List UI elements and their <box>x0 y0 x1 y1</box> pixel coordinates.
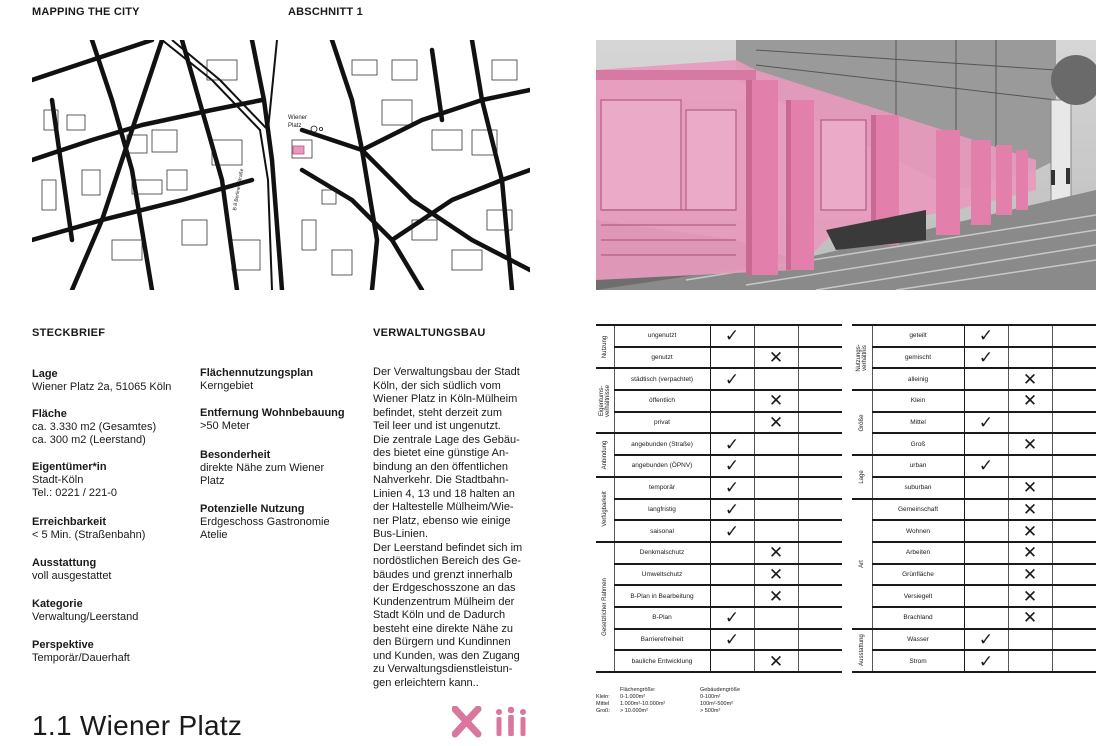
criteria-label: B-Plan <box>614 607 710 629</box>
check-icon: ✓ <box>710 477 754 499</box>
steckbrief-right-column <box>200 367 360 543</box>
cross-mark-icon: ✕ <box>1008 390 1052 412</box>
criteria-row <box>852 607 1096 629</box>
header-left: MAPPING THE CITY <box>32 6 140 18</box>
fact-label: Eigentümer*in <box>32 461 107 473</box>
check-icon <box>964 499 1008 521</box>
criteria-row <box>596 607 842 629</box>
map-label-wiener-platz: Wiener Platz <box>288 115 308 129</box>
cross-mark-icon: ✕ <box>754 347 798 369</box>
fact-potenzielle-nutzung <box>200 503 360 543</box>
fact-erreichbarkeit <box>32 516 197 557</box>
criteria-label: alleinig <box>872 368 964 390</box>
cross-mark-icon <box>754 368 798 390</box>
cross-mark-icon <box>754 629 798 651</box>
criteria-row <box>852 412 1096 434</box>
fact-label: Lage <box>32 368 58 380</box>
criteria-group-label <box>852 629 872 672</box>
check-icon: ✓ <box>964 325 1008 347</box>
check-icon <box>710 347 754 369</box>
fact-value: Erdgeschoss Gastronomie Atelie <box>200 516 330 541</box>
criteria-label: ungenutzt <box>614 325 710 347</box>
empty-cell <box>1052 520 1096 542</box>
empty-cell <box>1052 390 1096 412</box>
check-icon: ✓ <box>710 455 754 477</box>
group-name: Lage <box>858 470 865 484</box>
criteria-group-label <box>596 433 614 476</box>
criteria-label: temporär <box>614 477 710 499</box>
check-icon <box>964 390 1008 412</box>
criteria-row <box>596 542 842 564</box>
empty-cell <box>1052 368 1096 390</box>
empty-cell <box>1052 499 1096 521</box>
criteria-label: privat <box>614 412 710 434</box>
fact-value: Kerngebiet <box>200 380 254 392</box>
cross-mark-icon <box>1008 455 1052 477</box>
criteria-row <box>596 412 842 434</box>
bottom-icons <box>452 706 532 738</box>
criteria-table-right <box>852 324 1096 673</box>
criteria-row <box>596 390 842 412</box>
check-icon: ✓ <box>964 412 1008 434</box>
criteria-row <box>852 433 1096 455</box>
empty-cell <box>798 433 842 455</box>
empty-cell <box>798 607 842 629</box>
group-name: Gesetzlicher Rahmen <box>601 578 608 636</box>
cross-mark-icon: ✕ <box>1008 433 1052 455</box>
cross-mark-icon <box>754 455 798 477</box>
criteria-table-left <box>596 324 842 673</box>
verwaltungsbau-title: VERWALTUNGSBAU <box>373 327 486 339</box>
criteria-row <box>852 390 1096 412</box>
empty-cell <box>1052 564 1096 586</box>
fact-value: Temporär/Dauerhaft <box>32 652 130 664</box>
check-icon <box>964 368 1008 390</box>
empty-cell <box>1052 433 1096 455</box>
criteria-group-label <box>596 542 614 672</box>
cross-mark-icon <box>754 499 798 521</box>
cross-icon <box>455 709 478 734</box>
criteria-label: Strom <box>872 650 964 672</box>
empty-cell <box>798 499 842 521</box>
legend-col-labels: Klein: Mittel Groß: <box>596 694 611 714</box>
cross-mark-icon <box>754 477 798 499</box>
criteria-label: Denkmalschutz <box>614 542 710 564</box>
fact-value: voll ausgestattet <box>32 570 112 582</box>
check-icon <box>964 477 1008 499</box>
fact-label: Kategorie <box>32 598 83 610</box>
criteria-label: städtisch (verpachtet) <box>614 368 710 390</box>
cross-mark-icon <box>1008 629 1052 651</box>
cross-mark-icon <box>754 433 798 455</box>
fact-label: Perspektive <box>32 639 94 651</box>
empty-cell <box>1052 477 1096 499</box>
steckbrief-title: STECKBRIEF <box>32 327 106 339</box>
empty-cell <box>798 629 842 651</box>
check-icon <box>964 564 1008 586</box>
criteria-row <box>852 629 1096 651</box>
criteria-row <box>596 325 842 347</box>
criteria-label: öffentlich <box>614 390 710 412</box>
fact-flaechennutzungsplan <box>200 367 360 407</box>
cross-mark-icon: ✕ <box>1008 520 1052 542</box>
criteria-row <box>852 368 1096 390</box>
steckbrief-left-column <box>32 368 197 669</box>
group-name: Art <box>858 559 865 568</box>
criteria-label: suburban <box>872 477 964 499</box>
check-icon: ✓ <box>710 499 754 521</box>
size-legend <box>596 687 766 727</box>
criteria-row <box>852 520 1096 542</box>
header-right: ABSCHNITT 1 <box>288 6 363 18</box>
empty-cell <box>798 542 842 564</box>
criteria-label: Grünfläche <box>872 564 964 586</box>
fact-kategorie <box>32 598 197 639</box>
cross-mark-icon <box>1008 347 1052 369</box>
group-name: Ausstattung <box>858 634 865 667</box>
cross-mark-icon: ✕ <box>1008 499 1052 521</box>
people-icon <box>496 707 526 736</box>
check-icon: ✓ <box>710 368 754 390</box>
empty-cell <box>798 325 842 347</box>
criteria-label: Versiegelt <box>872 585 964 607</box>
empty-cell <box>798 585 842 607</box>
criteria-label: Brachland <box>872 607 964 629</box>
group-name: Nutzung <box>601 335 608 358</box>
page-title: 1.1 Wiener Platz <box>32 710 243 741</box>
empty-cell <box>1052 629 1096 651</box>
check-icon <box>710 650 754 672</box>
check-icon <box>710 412 754 434</box>
criteria-label: genutzt <box>614 347 710 369</box>
fact-eigentuemer <box>32 461 197 516</box>
criteria-label: Umweltschutz <box>614 564 710 586</box>
criteria-row <box>596 477 842 499</box>
criteria-row <box>596 347 842 369</box>
criteria-group-label <box>596 325 614 368</box>
check-icon: ✓ <box>964 347 1008 369</box>
criteria-label: angebunden (ÖPNV) <box>614 455 710 477</box>
criteria-label: Wohnen <box>872 520 964 542</box>
cross-mark-icon: ✕ <box>754 542 798 564</box>
cross-mark-icon: ✕ <box>754 585 798 607</box>
check-icon <box>710 390 754 412</box>
criteria-row <box>852 650 1096 672</box>
empty-cell <box>798 650 842 672</box>
criteria-row <box>596 520 842 542</box>
empty-cell <box>798 347 842 369</box>
criteria-group-label <box>596 368 614 433</box>
criteria-row <box>852 477 1096 499</box>
check-icon <box>710 564 754 586</box>
criteria-label: saisonal <box>614 520 710 542</box>
criteria-row <box>852 585 1096 607</box>
empty-cell <box>798 412 842 434</box>
group-name: Eigentums- verhältnisse <box>598 384 611 417</box>
group-name: Größe <box>858 414 865 432</box>
criteria-row <box>852 564 1096 586</box>
criteria-label: geteilt <box>872 325 964 347</box>
empty-cell <box>1052 607 1096 629</box>
cross-mark-icon: ✕ <box>1008 542 1052 564</box>
cross-mark-icon: ✕ <box>1008 477 1052 499</box>
verwaltungsbau-text: Der Verwaltungsbau der Stadt Köln, der sich südlich vom Wiener Platz in Köln-Mülheim befindet, steht derzeit zum Teil leer und ist ungenutzt. Die zentrale Lage des Gebäu- des bietet eine günstige An- bindung an den öffentlichen Nahverkehr. Die Stadtbahn- Linien 4, 13 und 18 halten an der Haltestelle Mülheim/Wie- ner Platz, ebenso wie einige Bus-Linien. Der Leerstand befindet sich im nordöstlichen Bereich des Ge- bäudes und grenzt innerhalb der Erdgeschosszone an das Kundenzentrum Mülheim der Stadt Köln und de Dadurch besteht eine direkte Nähe zu den Bürgern und Kundinnen und Kunden, was den Zugang zu Verwaltungsdienstleistun- gen erleichtern kann.. <box>373 366 523 689</box>
fact-flaeche <box>32 408 197 461</box>
fact-entfernung <box>200 407 360 449</box>
fact-value: < 5 Min. (Straßenbahn) <box>32 529 146 541</box>
empty-cell <box>1052 325 1096 347</box>
criteria-label: Gemeinschaft <box>872 499 964 521</box>
check-icon <box>964 542 1008 564</box>
check-icon: ✓ <box>964 455 1008 477</box>
group-name: Anbindung <box>601 440 608 470</box>
fact-value: ca. 3.330 m2 (Gesamtes) ca. 300 m2 (Leerstand) <box>32 421 157 446</box>
cross-mark-icon: ✕ <box>1008 607 1052 629</box>
cross-mark-icon <box>754 325 798 347</box>
check-icon <box>964 607 1008 629</box>
check-icon <box>710 585 754 607</box>
icons-drawing <box>452 706 532 738</box>
criteria-row <box>596 564 842 586</box>
fact-lage <box>32 368 197 408</box>
check-icon: ✓ <box>710 520 754 542</box>
cross-mark-icon <box>1008 325 1052 347</box>
check-icon: ✓ <box>964 650 1008 672</box>
criteria-label: Groß <box>872 433 964 455</box>
fact-value: Verwaltung/Leerstand <box>32 611 139 623</box>
map-drawing <box>32 40 530 290</box>
criteria-label: Klein <box>872 390 964 412</box>
criteria-row <box>852 455 1096 477</box>
criteria-row <box>852 542 1096 564</box>
empty-cell <box>798 564 842 586</box>
criteria-label: langfristig <box>614 499 710 521</box>
cross-mark-icon <box>754 520 798 542</box>
criteria-group-label <box>852 455 872 498</box>
cross-mark-icon: ✕ <box>754 390 798 412</box>
empty-cell <box>1052 542 1096 564</box>
group-name: Verfügbarkeit <box>601 491 608 528</box>
empty-cell <box>1052 455 1096 477</box>
fact-value: direkte Nähe zum Wiener Platz <box>200 462 325 487</box>
cross-mark-icon <box>754 607 798 629</box>
photo-drawing <box>596 40 1096 290</box>
check-icon: ✓ <box>710 325 754 347</box>
legend-col-building: Gebäudengröße 0-100m² 100m²-500m² > 500m² <box>700 687 741 714</box>
criteria-row <box>596 650 842 672</box>
criteria-label: Barrierefreiheit <box>614 629 710 651</box>
cross-mark-icon: ✕ <box>754 564 798 586</box>
check-icon: ✓ <box>964 629 1008 651</box>
criteria-label: B-Plan in Bearbeitung <box>614 585 710 607</box>
check-icon: ✓ <box>710 629 754 651</box>
criteria-row <box>596 499 842 521</box>
check-icon <box>964 520 1008 542</box>
empty-cell <box>798 455 842 477</box>
criteria-group-label <box>852 325 872 390</box>
site-marker <box>293 146 304 154</box>
criteria-label: angebunden (Straße) <box>614 433 710 455</box>
cross-mark-icon: ✕ <box>1008 368 1052 390</box>
fact-label: Potenzielle Nutzung <box>200 503 305 515</box>
criteria-label: urban <box>872 455 964 477</box>
criteria-row <box>596 629 842 651</box>
group-name: Nutzungs- verhältnis <box>855 343 868 372</box>
map-label-street: B 8 Berliner Straße <box>232 168 246 212</box>
criteria-group-label <box>596 477 614 542</box>
criteria-row <box>852 325 1096 347</box>
criteria-label: gemischt <box>872 347 964 369</box>
criteria-row <box>852 499 1096 521</box>
criteria-row <box>596 455 842 477</box>
site-map <box>32 40 530 290</box>
cross-mark-icon: ✕ <box>1008 564 1052 586</box>
site-photo <box>596 40 1096 290</box>
cross-mark-icon: ✕ <box>754 650 798 672</box>
fact-label: Fläche <box>32 408 67 420</box>
fact-besonderheit <box>200 449 360 503</box>
cross-mark-icon: ✕ <box>1008 585 1052 607</box>
criteria-group-label <box>852 390 872 455</box>
fact-ausstattung <box>32 557 197 598</box>
cross-mark-icon <box>1008 650 1052 672</box>
empty-cell <box>1052 650 1096 672</box>
fact-value: Stadt-Köln Tel.: 0221 / 221-0 <box>32 474 118 499</box>
empty-cell <box>798 520 842 542</box>
fact-label: Flächennutzungsplan <box>200 367 314 379</box>
fact-label: Ausstattung <box>32 557 97 569</box>
empty-cell <box>798 390 842 412</box>
criteria-row <box>852 347 1096 369</box>
criteria-label: Wasser <box>872 629 964 651</box>
criteria-row <box>596 585 842 607</box>
fact-label: Erreichbarkeit <box>32 516 106 528</box>
criteria-label: bauliche Entwicklung <box>614 650 710 672</box>
criteria-row <box>596 433 842 455</box>
empty-cell <box>798 368 842 390</box>
cross-mark-icon <box>1008 412 1052 434</box>
criteria-row <box>596 368 842 390</box>
criteria-label: Mittel <box>872 412 964 434</box>
check-icon <box>964 433 1008 455</box>
fact-value: Wiener Platz 2a, 51065 Köln <box>32 381 172 393</box>
empty-cell <box>1052 347 1096 369</box>
fact-perspektive <box>32 639 197 669</box>
empty-cell <box>1052 585 1096 607</box>
check-icon <box>710 542 754 564</box>
fact-value: >50 Meter <box>200 420 250 432</box>
fact-label: Besonderheit <box>200 449 271 461</box>
legend-col-area: Flächengröße: 0-1.000m² 1.000m²-10.000m² > 10.000m² <box>620 687 666 714</box>
cross-mark-icon: ✕ <box>754 412 798 434</box>
check-icon: ✓ <box>710 607 754 629</box>
check-icon: ✓ <box>710 433 754 455</box>
empty-cell <box>1052 412 1096 434</box>
criteria-group-label <box>852 499 872 629</box>
criteria-label: Arbeiten <box>872 542 964 564</box>
empty-cell <box>798 477 842 499</box>
check-icon <box>964 585 1008 607</box>
fact-label: Entfernung Wohnbebauung <box>200 407 345 419</box>
